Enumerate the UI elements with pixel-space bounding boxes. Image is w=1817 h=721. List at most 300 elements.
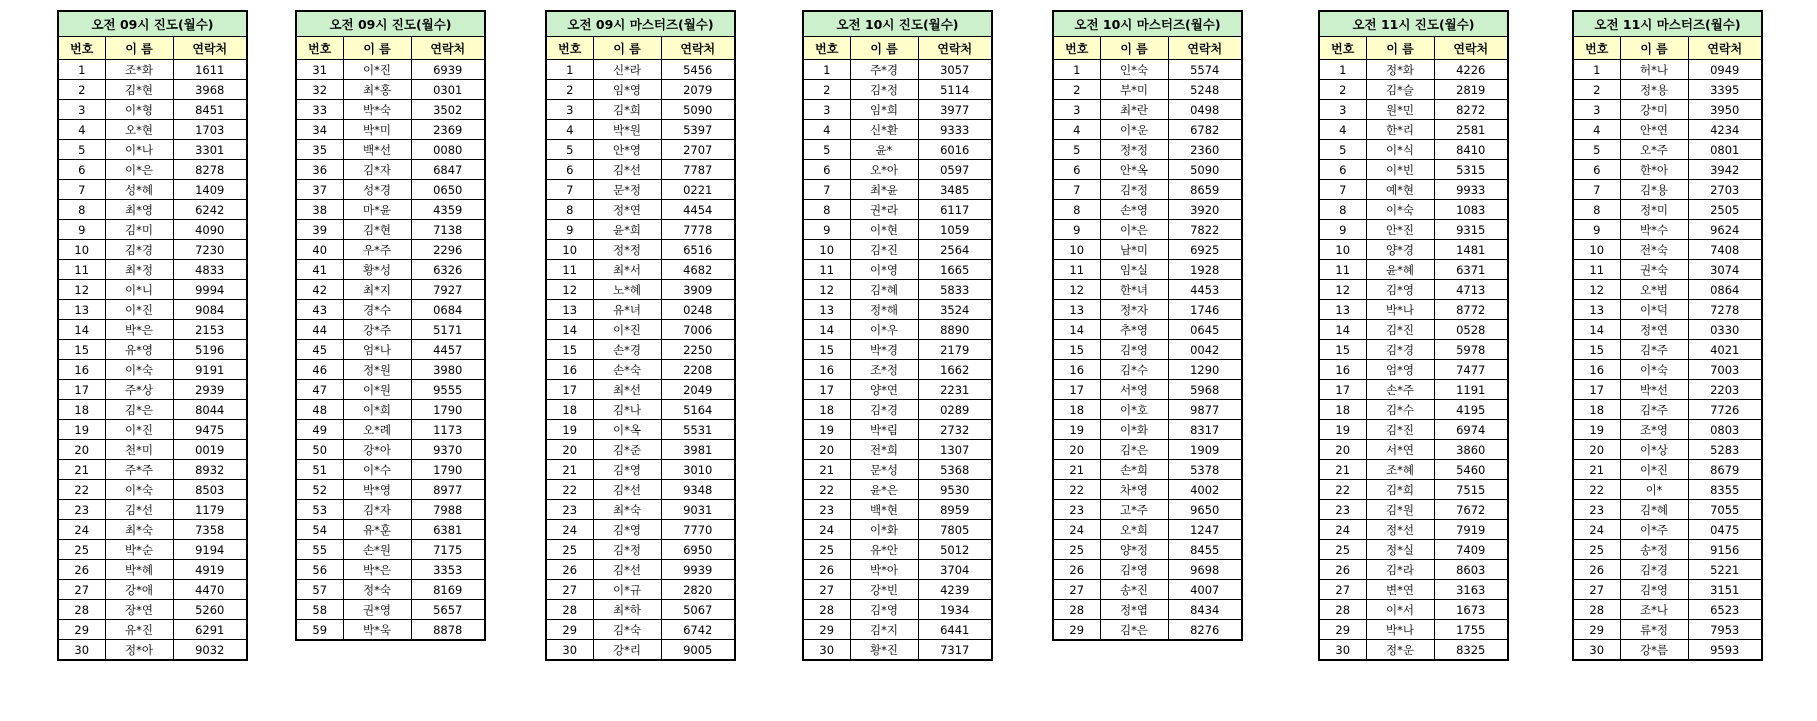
cell-name: 김*현 (105, 80, 173, 100)
cell-name: 신*라 (593, 60, 661, 80)
table-row (296, 600, 485, 620)
table-row (296, 240, 485, 260)
table-row (1053, 440, 1242, 460)
cell-contact: 6782 (1168, 120, 1242, 140)
cell-contact: 7787 (661, 160, 735, 180)
cell-number: 21 (546, 460, 593, 480)
cell-contact: 0042 (1168, 340, 1242, 360)
cell-contact: 7477 (1434, 360, 1508, 380)
roster-table (1572, 10, 1763, 661)
cell-number: 22 (58, 480, 105, 500)
cell-contact: 3920 (1168, 200, 1242, 220)
cell-name: 강*애 (105, 580, 173, 600)
cell-contact: 0301 (411, 80, 485, 100)
table-row (803, 620, 992, 640)
cell-number: 27 (546, 580, 593, 600)
cell-number: 23 (546, 500, 593, 520)
table-row (1319, 240, 1508, 260)
cell-name: 장*연 (105, 600, 173, 620)
cell-name: 이*숙 (1620, 360, 1688, 380)
cell-contact: 5978 (1434, 340, 1508, 360)
cell-number: 23 (58, 500, 105, 520)
cell-number: 11 (1573, 260, 1620, 280)
cell-number: 16 (1053, 360, 1100, 380)
cell-contact: 0289 (918, 400, 992, 420)
cell-contact: 7805 (918, 520, 992, 540)
cell-number: 30 (1573, 640, 1620, 661)
table-row (1053, 360, 1242, 380)
table-row (296, 300, 485, 320)
cell-number: 4 (58, 120, 105, 140)
table-row (546, 340, 735, 360)
cell-number: 25 (58, 540, 105, 560)
cell-number: 4 (1573, 120, 1620, 140)
table-row (1053, 180, 1242, 200)
cell-number: 12 (803, 280, 850, 300)
table-row (1573, 60, 1762, 80)
cell-contact: 7055 (1688, 500, 1762, 520)
cell-number: 7 (1573, 180, 1620, 200)
table-row (1319, 320, 1508, 340)
cell-name: 추*영 (1100, 320, 1168, 340)
cell-name: 강*빈 (850, 580, 918, 600)
cell-number: 13 (1053, 300, 1100, 320)
cell-name: 정*연 (1620, 320, 1688, 340)
cell-name: 부*미 (1100, 80, 1168, 100)
cell-name: 최*선 (593, 380, 661, 400)
table-row (58, 360, 247, 380)
cell-contact: 8603 (1434, 560, 1508, 580)
table-row (803, 600, 992, 620)
cell-number: 30 (58, 640, 105, 661)
table-row (1319, 500, 1508, 520)
cell-number: 8 (1053, 200, 1100, 220)
table-row (546, 320, 735, 340)
cell-name: 김*미 (105, 220, 173, 240)
cell-number: 43 (296, 300, 343, 320)
table-row (803, 480, 992, 500)
cell-contact: 9032 (173, 640, 247, 661)
table-row (803, 400, 992, 420)
table-row (1053, 120, 1242, 140)
cell-number: 20 (1053, 440, 1100, 460)
cell-contact: 7409 (1434, 540, 1508, 560)
cell-name: 손*영 (1100, 200, 1168, 220)
cell-contact: 1673 (1434, 600, 1508, 620)
cell-number: 10 (1573, 240, 1620, 260)
table-row (296, 220, 485, 240)
cell-number: 22 (1573, 480, 1620, 500)
table-row (58, 100, 247, 120)
cell-contact: 8169 (411, 580, 485, 600)
cell-contact: 2360 (1168, 140, 1242, 160)
table-row (1573, 160, 1762, 180)
cell-contact: 2231 (918, 380, 992, 400)
cell-number: 10 (1319, 240, 1366, 260)
table-row (1053, 160, 1242, 180)
cell-number: 2 (1053, 80, 1100, 100)
cell-contact: 0801 (1688, 140, 1762, 160)
cell-number: 9 (1573, 220, 1620, 240)
table-row (546, 420, 735, 440)
table-row (58, 340, 247, 360)
cell-contact: 6925 (1168, 240, 1242, 260)
cell-name: 성*경 (343, 180, 411, 200)
cell-contact: 4457 (411, 340, 485, 360)
table-row (803, 120, 992, 140)
cell-number: 27 (58, 580, 105, 600)
cell-number: 13 (1573, 300, 1620, 320)
cell-contact: 7006 (661, 320, 735, 340)
cell-name: 이*진 (105, 300, 173, 320)
cell-contact: 8959 (918, 500, 992, 520)
cell-contact: 2939 (173, 380, 247, 400)
cell-contact: 5456 (661, 60, 735, 80)
col-header-number: 번호 (1319, 37, 1366, 60)
cell-name: 조*화 (105, 60, 173, 80)
col-header-number: 번호 (1573, 37, 1620, 60)
cell-number: 26 (58, 560, 105, 580)
cell-name: 서*영 (1100, 380, 1168, 400)
table-row (296, 280, 485, 300)
cell-number: 29 (1319, 620, 1366, 640)
table-row (803, 240, 992, 260)
cell-number: 8 (1573, 200, 1620, 220)
table-row (803, 320, 992, 340)
cell-name: 정*아 (105, 640, 173, 661)
cell-name: 손*숙 (593, 360, 661, 380)
table-row (58, 260, 247, 280)
table-row (58, 580, 247, 600)
cell-number: 11 (803, 260, 850, 280)
cell-name: 강*아 (343, 440, 411, 460)
cell-name: 김*주 (1620, 340, 1688, 360)
cell-name: 손*경 (593, 340, 661, 360)
cell-number: 2 (1319, 80, 1366, 100)
cell-number: 4 (1053, 120, 1100, 140)
cell-name: 김*라 (1366, 560, 1434, 580)
table-row (58, 60, 247, 80)
cell-number: 8 (1319, 200, 1366, 220)
cell-number: 7 (803, 180, 850, 200)
table-row (546, 620, 735, 640)
table-row (58, 160, 247, 180)
cell-number: 24 (1319, 520, 1366, 540)
table-row (1319, 260, 1508, 280)
cell-name: 김*경 (1620, 560, 1688, 580)
cell-contact: 0597 (918, 160, 992, 180)
table-row (1319, 540, 1508, 560)
table-row (1319, 140, 1508, 160)
cell-contact: 6291 (173, 620, 247, 640)
table-row (546, 140, 735, 160)
cell-number: 13 (803, 300, 850, 320)
cell-number: 29 (58, 620, 105, 640)
table-title: 오전 09시 마스터즈(월수) (546, 11, 735, 37)
cell-name: 김*지 (850, 620, 918, 640)
cell-name: 이*진 (105, 420, 173, 440)
cell-name: 김*경 (105, 240, 173, 260)
cell-name: 정*용 (1620, 80, 1688, 100)
table-row (1319, 460, 1508, 480)
cell-number: 38 (296, 200, 343, 220)
cell-number: 16 (58, 360, 105, 380)
table-row (1319, 80, 1508, 100)
cell-number: 3 (803, 100, 850, 120)
cell-name: 엄*나 (343, 340, 411, 360)
cell-contact: 1790 (411, 400, 485, 420)
table-row (803, 200, 992, 220)
cell-name: 최*하 (593, 600, 661, 620)
col-header-number: 번호 (296, 37, 343, 60)
cell-name: 정*자 (1100, 300, 1168, 320)
cell-number: 18 (803, 400, 850, 420)
cell-name: 안*옥 (1100, 160, 1168, 180)
cell-name: 김*영 (1100, 560, 1168, 580)
table-row (546, 580, 735, 600)
table-row (1573, 180, 1762, 200)
cell-number: 19 (1573, 420, 1620, 440)
cell-name: 우*주 (343, 240, 411, 260)
table-row (1053, 340, 1242, 360)
cell-contact: 7358 (173, 520, 247, 540)
cell-number: 1 (1573, 60, 1620, 80)
cell-contact: 8434 (1168, 600, 1242, 620)
cell-contact: 6441 (918, 620, 992, 640)
cell-number: 2 (58, 80, 105, 100)
cell-contact: 4234 (1688, 120, 1762, 140)
cell-name: 이*빈 (1366, 160, 1434, 180)
cell-contact: 1179 (173, 500, 247, 520)
table-row (296, 100, 485, 120)
cell-number: 18 (1319, 400, 1366, 420)
cell-number: 50 (296, 440, 343, 460)
cell-contact: 8325 (1434, 640, 1508, 661)
cell-contact: 6939 (411, 60, 485, 80)
cell-contact: 6371 (1434, 260, 1508, 280)
cell-contact: 6523 (1688, 600, 1762, 620)
cell-contact: 9994 (173, 280, 247, 300)
cell-number: 9 (803, 220, 850, 240)
cell-number: 7 (1053, 180, 1100, 200)
table-row (1573, 200, 1762, 220)
cell-name: 이*호 (1100, 400, 1168, 420)
cell-contact: 2505 (1688, 200, 1762, 220)
table-row (803, 280, 992, 300)
cell-number: 30 (803, 640, 850, 661)
cell-contact: 5397 (661, 120, 735, 140)
cell-contact: 3977 (918, 100, 992, 120)
cell-name: 최*숙 (105, 520, 173, 540)
cell-number: 6 (1053, 160, 1100, 180)
cell-contact: 5260 (173, 600, 247, 620)
cell-number: 14 (58, 320, 105, 340)
cell-name: 안*영 (593, 140, 661, 160)
cell-contact: 8272 (1434, 100, 1508, 120)
cell-name: 손*주 (1366, 380, 1434, 400)
cell-contact: 9530 (918, 480, 992, 500)
cell-contact: 1059 (918, 220, 992, 240)
cell-contact: 8890 (918, 320, 992, 340)
cell-name: 김*혜 (850, 280, 918, 300)
cell-contact: 1409 (173, 180, 247, 200)
cell-number: 26 (1573, 560, 1620, 580)
cell-number: 25 (803, 540, 850, 560)
cell-number: 1 (546, 60, 593, 80)
cell-number: 13 (546, 300, 593, 320)
cell-contact: 6950 (661, 540, 735, 560)
table-row (296, 540, 485, 560)
cell-number: 8 (546, 200, 593, 220)
cell-number: 11 (58, 260, 105, 280)
cell-contact: 7927 (411, 280, 485, 300)
table-row (803, 560, 992, 580)
cell-name: 안*연 (1620, 120, 1688, 140)
cell-number: 14 (546, 320, 593, 340)
cell-number: 8 (803, 200, 850, 220)
cell-name: 이*서 (1366, 600, 1434, 620)
cell-name: 정*선 (1366, 520, 1434, 540)
cell-name: 박*수 (1620, 220, 1688, 240)
table-row (1573, 400, 1762, 420)
table-row (58, 620, 247, 640)
table-row (1053, 460, 1242, 480)
cell-name: 이*화 (1100, 420, 1168, 440)
cell-contact: 9698 (1168, 560, 1242, 580)
cell-name: 조*나 (1620, 600, 1688, 620)
table-row (1319, 560, 1508, 580)
cell-number: 29 (803, 620, 850, 640)
cell-number: 9 (546, 220, 593, 240)
cell-name: 박*림 (850, 420, 918, 440)
cell-contact: 3524 (918, 300, 992, 320)
table-row (1053, 540, 1242, 560)
col-header-number: 번호 (1053, 37, 1100, 60)
cell-contact: 0019 (173, 440, 247, 460)
cell-contact: 6117 (918, 200, 992, 220)
cell-name: 김*슬 (1366, 80, 1434, 100)
cell-number: 58 (296, 600, 343, 620)
cell-name: 이*영 (850, 260, 918, 280)
table-row (58, 600, 247, 620)
cell-name: 박*나 (1366, 300, 1434, 320)
cell-number: 3 (1053, 100, 1100, 120)
table-row (1319, 160, 1508, 180)
cell-name: 김*수 (1100, 360, 1168, 380)
cell-name: 이*원 (343, 380, 411, 400)
table-row (1573, 320, 1762, 340)
cell-name: 김*영 (1100, 340, 1168, 360)
table-title: 오전 10시 마스터즈(월수) (1053, 11, 1242, 37)
cell-contact: 0248 (661, 300, 735, 320)
cell-name: 이*옥 (593, 420, 661, 440)
cell-number: 17 (1319, 380, 1366, 400)
roster-table (1052, 10, 1243, 641)
cell-name: 유*훈 (343, 520, 411, 540)
cell-name: 김*숙 (593, 620, 661, 640)
cell-number: 11 (1053, 260, 1100, 280)
table-row (1053, 600, 1242, 620)
cell-number: 15 (58, 340, 105, 360)
table-row (296, 80, 485, 100)
col-header-number: 번호 (58, 37, 105, 60)
cell-name: 양*연 (850, 380, 918, 400)
cell-contact: 3010 (661, 460, 735, 480)
cell-name: 차*영 (1100, 480, 1168, 500)
cell-number: 49 (296, 420, 343, 440)
cell-number: 18 (1573, 400, 1620, 420)
table-row (1053, 320, 1242, 340)
cell-contact: 2703 (1688, 180, 1762, 200)
table-row (58, 440, 247, 460)
cell-number: 5 (58, 140, 105, 160)
col-header-number: 번호 (803, 37, 850, 60)
cell-contact: 9348 (661, 480, 735, 500)
cell-name: 강*주 (343, 320, 411, 340)
cell-contact: 9191 (173, 360, 247, 380)
cell-number: 29 (1053, 620, 1100, 641)
cell-number: 22 (546, 480, 593, 500)
table-row (1319, 220, 1508, 240)
cell-contact: 9031 (661, 500, 735, 520)
table-row (1319, 600, 1508, 620)
cell-contact: 3395 (1688, 80, 1762, 100)
cell-name: 이*상 (1620, 440, 1688, 460)
table-row (546, 240, 735, 260)
table-row (1573, 280, 1762, 300)
table-row (58, 120, 247, 140)
cell-number: 15 (546, 340, 593, 360)
cell-number: 21 (1319, 460, 1366, 480)
cell-contact: 5221 (1688, 560, 1762, 580)
cell-contact: 8044 (173, 400, 247, 420)
cell-name: 문*성 (850, 460, 918, 480)
cell-name: 박*은 (343, 560, 411, 580)
cell-name: 오*범 (1620, 280, 1688, 300)
table-row (296, 340, 485, 360)
cell-name: 박*욱 (343, 620, 411, 641)
cell-name: 정*화 (1366, 60, 1434, 80)
cell-contact: 5574 (1168, 60, 1242, 80)
cell-number: 33 (296, 100, 343, 120)
cell-contact: 1746 (1168, 300, 1242, 320)
cell-name: 고*주 (1100, 500, 1168, 520)
cell-contact: 9084 (173, 300, 247, 320)
cell-number: 14 (1573, 320, 1620, 340)
table-row (546, 300, 735, 320)
cell-name: 김*경 (850, 400, 918, 420)
cell-name: 박*아 (850, 560, 918, 580)
table-row (1053, 280, 1242, 300)
cell-number: 5 (1053, 140, 1100, 160)
cell-number: 4 (803, 120, 850, 140)
cell-name: 임*희 (850, 100, 918, 120)
cell-name: 이* (1620, 480, 1688, 500)
cell-name: 이*우 (850, 320, 918, 340)
cell-contact: 3074 (1688, 260, 1762, 280)
cell-name: 이*화 (850, 520, 918, 540)
cell-contact: 7408 (1688, 240, 1762, 260)
cell-contact: 2564 (918, 240, 992, 260)
cell-number: 6 (546, 160, 593, 180)
cell-number: 53 (296, 500, 343, 520)
cell-contact: 9939 (661, 560, 735, 580)
cell-number: 16 (1573, 360, 1620, 380)
cell-number: 8 (58, 200, 105, 220)
table-row (1319, 280, 1508, 300)
cell-name: 엄*영 (1366, 360, 1434, 380)
col-header-name: 이 름 (343, 37, 411, 60)
